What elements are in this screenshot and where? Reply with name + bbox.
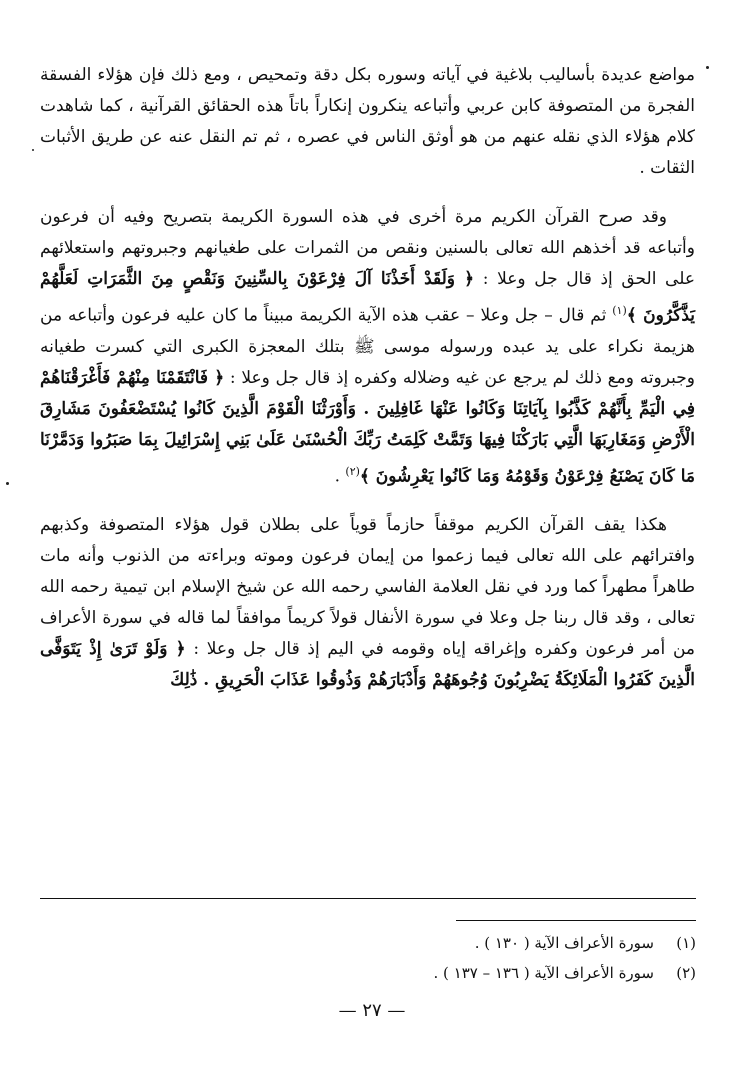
quran-verse: ﴿ وَلَوْ تَرَىٰ إِذْ يَتَوَفَّى الَّذِينَ كَفَرُوا الْمَلَائِكَةُ يَضْرِبُونَ وُجُوهَهُمْ وَأَدْبَارَهُمْ وَذُوقُوا عَذَابَ الْحَرِيقِ . ذَٰلِكَ (40, 639, 695, 691)
scan-speck (706, 66, 709, 69)
paragraph-1 (40, 60, 695, 184)
footnote-divider (456, 920, 696, 921)
paragraph-2 (40, 202, 695, 492)
footnote-text: سورة الأعراف الآية ( ١٣٠ ) . (474, 934, 654, 952)
paragraph-text: مواضع عديدة بأساليب بلاغية في آياته وسوره بكل دقة وتمحيص ، ومع ذلك فإن هؤلاء الفسقة الفجرة من المتصوفة كابن عربي وأتباعه ينكرون إنكاراً باتاً هذه الحقائق القرآنية ، كما شاهدت كلام هؤلاء الذي نقله عنهم من هو أوثق الناس في عصره ، ثم تم النقل عنه عن طريق الأثبات الثقات . (40, 65, 695, 178)
page-number: — ٢٧ — (338, 1000, 406, 1021)
footnote-ref: (١) (612, 304, 627, 317)
footnote-number: (٢) (676, 964, 696, 982)
paragraph-3 (40, 510, 695, 696)
footnote (276, 958, 696, 988)
paragraph-text: هكذا يقف القرآن الكريم موقفاً حازماً قوياً على بطلان قول هؤلاء المتصوفة وكذبهم وافترائهم على الله تعالى فيما زعموا من إيمان فرعون وموته وبراءته من الذنوب وأنه مات طاهراً مطهراً كما ورد في نقل العلامة الفاسي رحمه الله عن شيخ الإسلام ابن تيمية رحمه الله تعالى ، وقد قال ربنا جل وعلا في سورة الأنفال قولاً كريماً موافقاً لما قاله في سورة الأعراف من أمر فرعون وكفره وإغراقه إياه وقومه في اليم إذ قال جل وعلا : (40, 515, 695, 660)
paragraph-text: ثم قال – جل وعلا – عقب هذه الآية الكريمة مبيناً ما كان عليه فرعون وأتباعه من هزيمة نكراء على يد عبده ورسوله موسى ﷺ بتلك المعجزة الكبرى التي كسرت طغيانه وجبروته ومع ذلك لم يرجع عن غيه وضلاله وكفره إذ قال جل وعلا : (40, 305, 695, 388)
paragraph-text: . (334, 466, 346, 487)
footnote-text: سورة الأعراف الآية ( ١٣٦ – ١٣٧ ) . (433, 964, 654, 982)
quran-verse: ﴿ فَانْتَقَمْنَا مِنْهُمْ فَأَغْرَقْنَاهُمْ فِي الْيَمِّ بِأَنَّهُمْ كَذَّبُوا بِآيَاتِنَا وَكَانُوا عَنْهَا غَافِلِينَ . وَأَوْرَثْنَا الْقَوْمَ الَّذِينَ كَانُوا يُسْتَضْعَفُونَ مَشَارِقَ الْأَرْضِ وَمَغَارِبَهَا الَّتِي بَارَكْنَا فِيهَا وَتَمَّتْ كَلِمَتُ رَبِّكَ الْحُسْنَىٰ عَلَىٰ بَنِي إِسْرَائِيلَ بِمَا صَبَرُوا وَدَمَّرْنَا مَا كَانَ يَصْنَعُ فِرْعَوْنُ وَقَوْمُهُ وَمَا كَانُوا يَعْرِشُونَ ﴾ (40, 367, 695, 487)
footnotes (276, 928, 696, 988)
footnote-ref: (٢) (345, 464, 360, 478)
scan-speck (32, 149, 34, 151)
paragraph-text: وقد صرح القرآن الكريم مرة أخرى في هذه السورة الكريمة بتصريح وفيه أن فرعون وأتباعه قد أخذهم الله تعالى بالسنين ونقص من الثمرات على طغيانهم وجبروتهم واستعلائهم على الحق إذ قال جل وعلا : (40, 207, 695, 289)
main-text (40, 60, 695, 714)
quran-verse: ﴿ وَلَقَدْ أَخَذْنَا آلَ فِرْعَوْنَ بِالسِّنِينَ وَنَقْصٍ مِنَ الثَّمَرَاتِ لَعَلَّهُمْ يَذَّكَّرُونَ ﴾ (40, 269, 695, 326)
footnote-number: (١) (676, 934, 696, 952)
scan-speck (6, 482, 9, 485)
footnote (276, 928, 696, 958)
text-divider (40, 898, 696, 899)
